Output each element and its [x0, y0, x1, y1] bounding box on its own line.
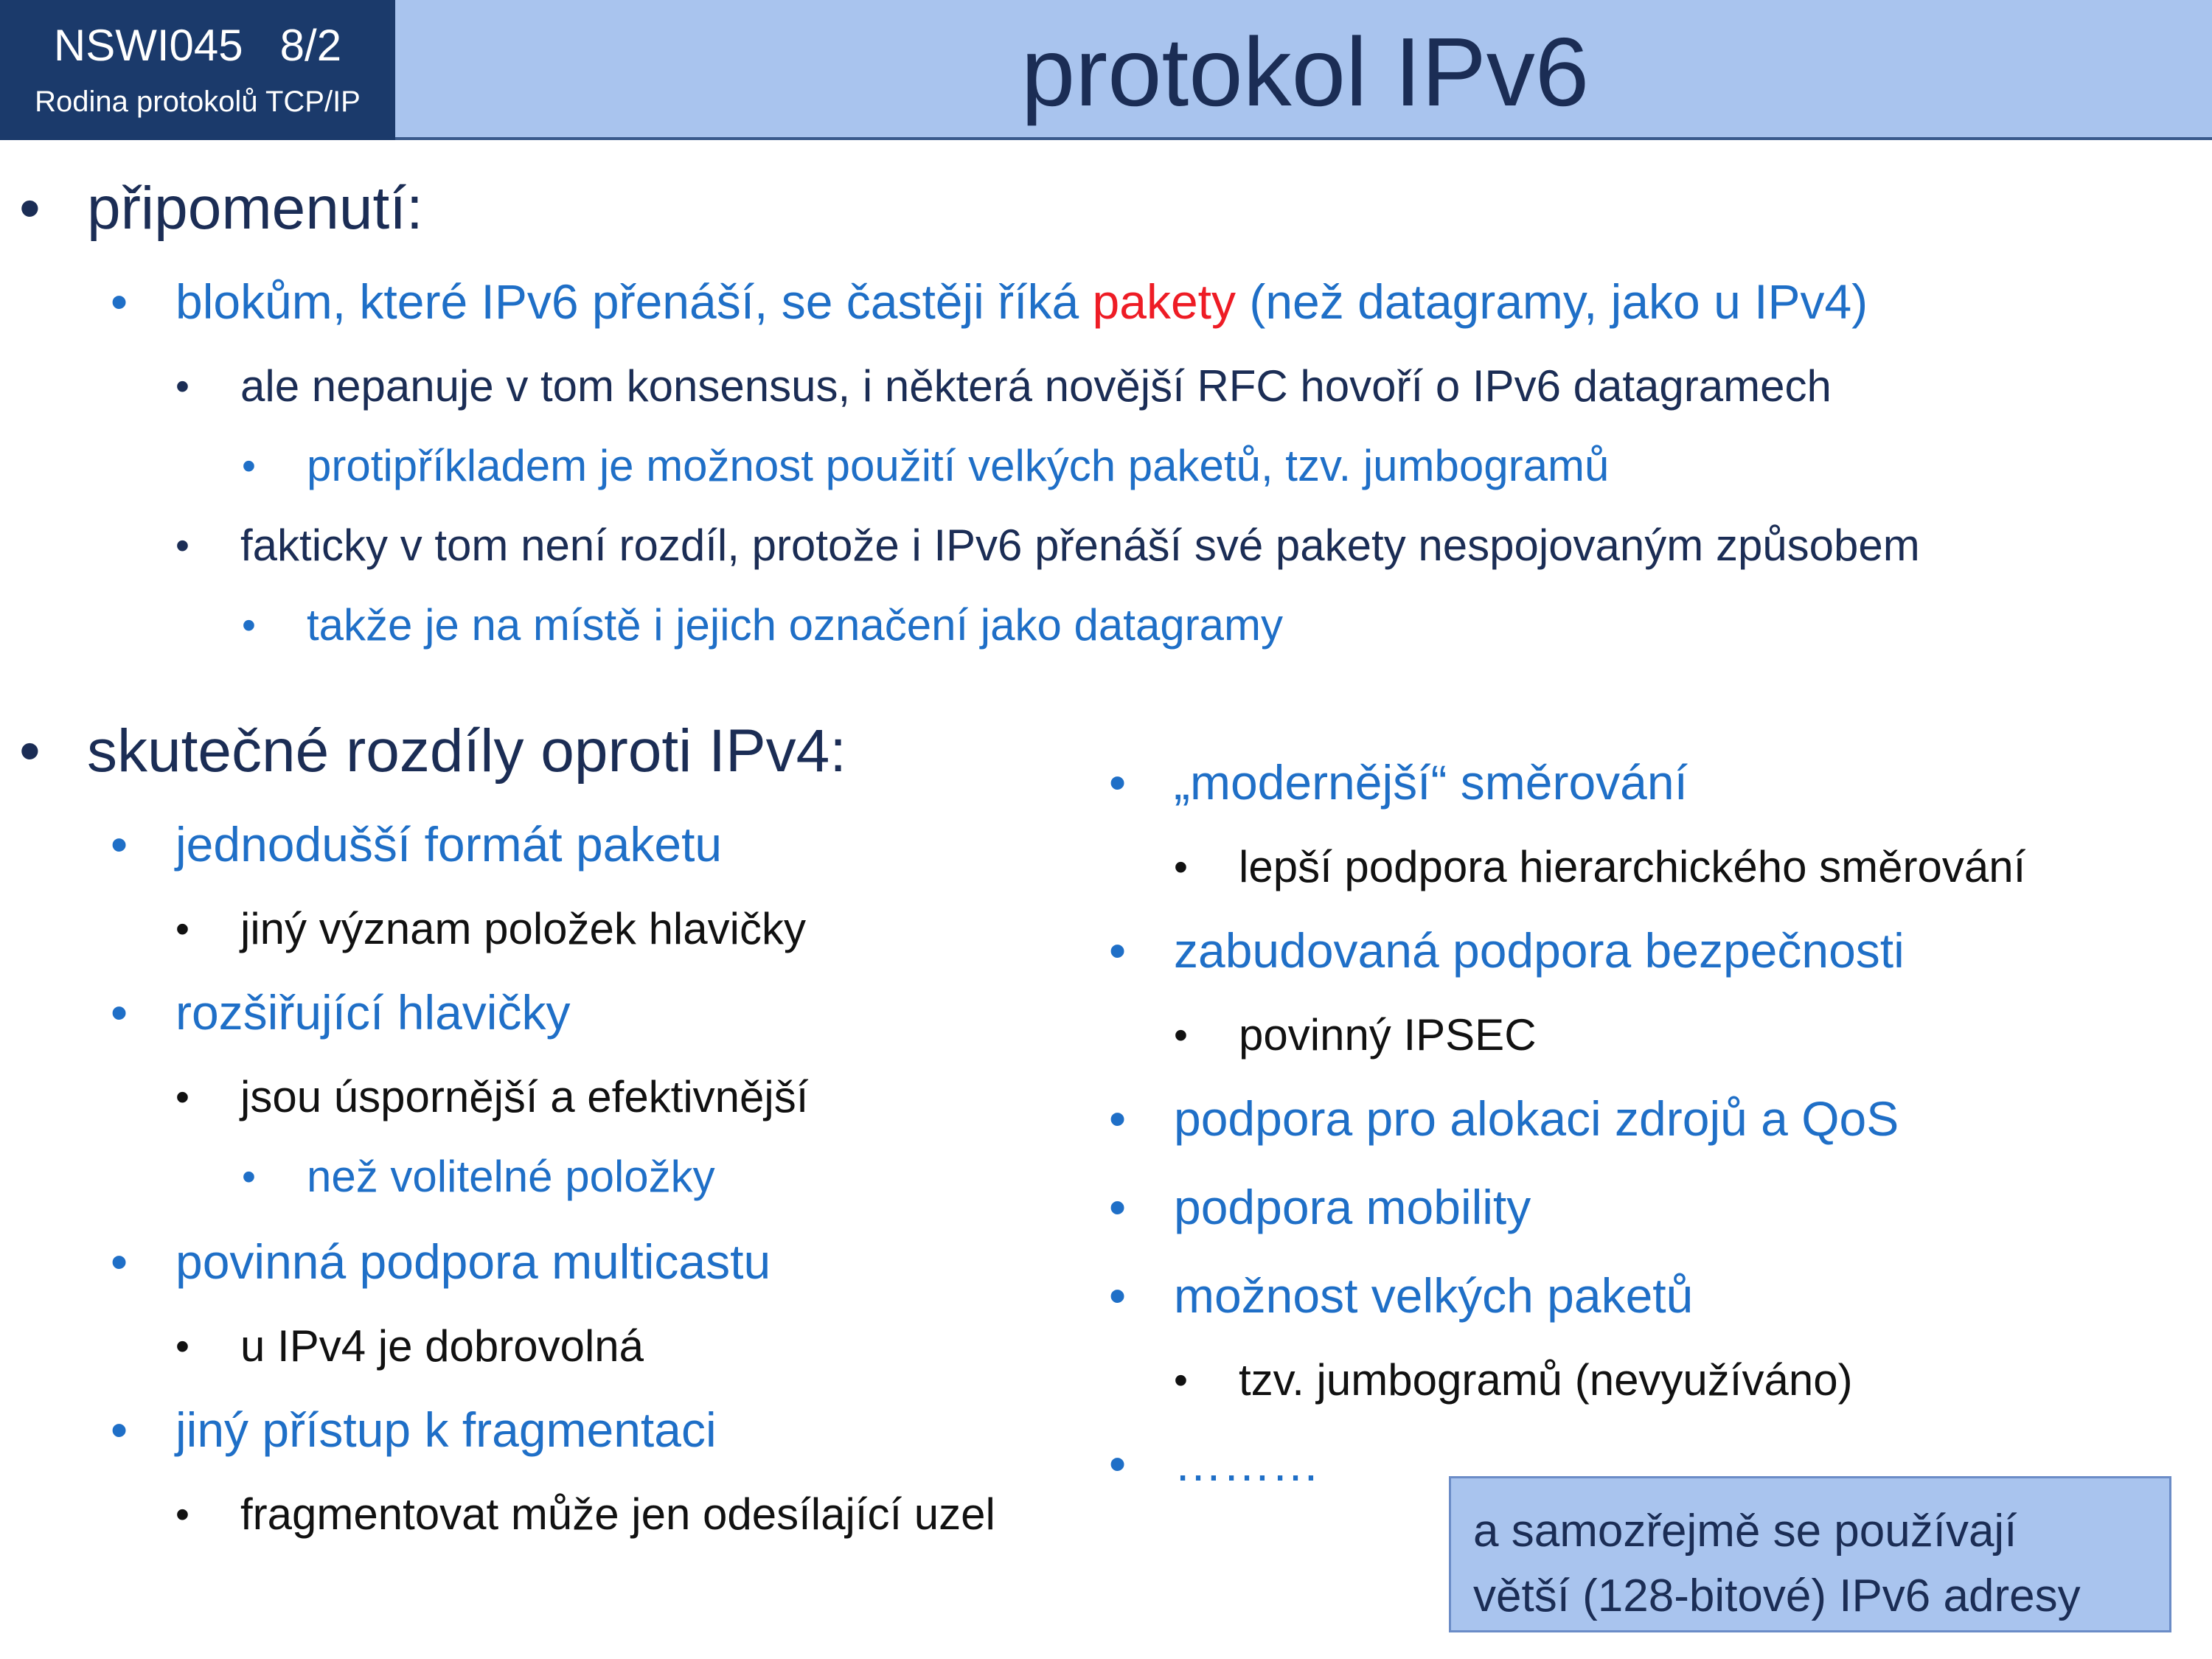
- note-line-2: větší (128-bitové) IPv6 adresy: [1473, 1571, 2081, 1621]
- bullet: •: [242, 603, 256, 647]
- left-item-efficient: [175, 1071, 809, 1124]
- bullet: •: [1174, 1358, 1188, 1402]
- left-item-ipv4-voluntary: [175, 1320, 644, 1373]
- bullet: •: [19, 175, 41, 242]
- bullet: •: [242, 444, 256, 488]
- bullet: •: [242, 1155, 256, 1199]
- right-item-label: tzv. jumbogramů (nevyužíváno): [1239, 1355, 1853, 1405]
- course-box: [0, 0, 395, 140]
- section1-sub2-text: fakticky v tom není rozdíl, protože i IPv6 přenáší své pakety nespojovaným způsobem: [240, 521, 1920, 570]
- right-item-routing: [1109, 754, 1688, 812]
- section1-item1-after: (než datagramy, jako u IPv4): [1236, 274, 1868, 329]
- left-item-label: jiný přístup k fragmentaci: [175, 1402, 717, 1457]
- bullet: •: [111, 817, 128, 872]
- bullet: •: [1109, 923, 1127, 978]
- left-item-fragmentation: [111, 1401, 717, 1459]
- section1-sub2: [175, 519, 1920, 572]
- section1-item1: [111, 273, 1868, 331]
- section1-sub1-1: [242, 439, 1610, 493]
- left-item-label: než volitelné položky: [307, 1152, 715, 1201]
- bullet: •: [1174, 845, 1188, 889]
- right-item-jumbograms: [1174, 1354, 1853, 1407]
- bullet: •: [175, 1492, 189, 1537]
- right-item-label: „modernější“ směrování: [1174, 755, 1688, 810]
- left-item-label: povinná podpora multicastu: [175, 1234, 771, 1289]
- section1-item1-before: blokům, které IPv6 přenáší, se častěji říká: [175, 274, 1093, 329]
- bullet: •: [111, 274, 128, 329]
- left-item-sender-fragments: [175, 1488, 995, 1541]
- section1-heading-text: připomenutí:: [87, 175, 423, 242]
- right-item-label: podpora pro alokaci zdrojů a QoS: [1174, 1091, 1899, 1146]
- left-item-label: jsou úspornější a efektivnější: [240, 1072, 809, 1121]
- section1-sub1-text: ale nepanuje v tom konsensus, i některá novější RFC hovoří o IPv6 datagramech: [240, 361, 1832, 411]
- bullet: •: [1109, 1091, 1127, 1146]
- course-code: NSWI045 8/2: [53, 21, 342, 70]
- left-item-header-fields: [175, 902, 806, 956]
- right-item-label: ………: [1174, 1436, 1320, 1491]
- right-item-label: zabudovaná podpora bezpečnosti: [1174, 923, 1905, 978]
- bullet: •: [1174, 1013, 1188, 1057]
- bullet: •: [1109, 755, 1127, 810]
- bullet: •: [1109, 1180, 1127, 1234]
- right-item-large-packets: [1109, 1267, 1694, 1325]
- course-name: Rodina protokolů TCP/IP: [35, 86, 361, 118]
- section1-sub1-1-text: protipříkladem je možnost použití velkých paketů, tzv. jumbogramů: [307, 441, 1610, 490]
- left-item-label: rozšiřující hlavičky: [175, 985, 571, 1040]
- bullet: •: [175, 907, 189, 951]
- right-item-qos: [1109, 1090, 1899, 1148]
- section1-item1-highlight: pakety: [1092, 274, 1236, 329]
- section1-sub2-1: [242, 599, 1284, 652]
- left-item-optional-fields: [242, 1150, 715, 1203]
- bullet: •: [111, 1234, 128, 1289]
- left-item-packet-format: [111, 815, 723, 874]
- bullet: •: [19, 717, 41, 785]
- note-box: [1449, 1476, 2171, 1632]
- section1-sub1: [175, 360, 1832, 413]
- bullet: •: [175, 364, 189, 408]
- right-item-mobility: [1109, 1178, 1531, 1237]
- note-line-1: a samozřejmě se používají: [1473, 1506, 2017, 1557]
- left-item-multicast: [111, 1233, 771, 1291]
- bullet: •: [175, 524, 189, 568]
- right-item-ellipsis: [1109, 1435, 1320, 1493]
- left-item-label: u IPv4 je dobrovolná: [240, 1321, 644, 1371]
- bullet: •: [1109, 1268, 1127, 1323]
- right-item-label: lepší podpora hierarchického směrování: [1239, 842, 2026, 891]
- right-item-hierarchical: [1174, 841, 2026, 894]
- right-item-label: možnost velkých paketů: [1174, 1268, 1694, 1323]
- section1-sub2-1-text: takže je na místě i jejich označení jako datagramy: [307, 600, 1284, 650]
- bullet: •: [1109, 1436, 1127, 1491]
- right-item-label: podpora mobility: [1174, 1180, 1531, 1234]
- right-item-ipsec: [1174, 1009, 1537, 1062]
- right-item-label: povinný IPSEC: [1239, 1010, 1537, 1060]
- left-item-label: fragmentovat může jen odesílající uzel: [240, 1489, 995, 1539]
- right-item-security: [1109, 922, 1905, 980]
- bullet: •: [175, 1075, 189, 1119]
- bullet: •: [175, 1324, 189, 1368]
- section2-heading: [19, 715, 847, 787]
- left-item-label: jednodušší formát paketu: [175, 817, 723, 872]
- slide-title: protokol IPv6: [1020, 18, 1590, 126]
- left-item-extension-headers: [111, 984, 571, 1042]
- bullet: •: [111, 985, 128, 1040]
- section1-heading: [19, 173, 423, 245]
- bullet: •: [111, 1402, 128, 1457]
- left-item-label: jiný význam položek hlavičky: [240, 904, 806, 953]
- section2-heading-text: skutečné rozdíly oproti IPv4:: [87, 717, 847, 785]
